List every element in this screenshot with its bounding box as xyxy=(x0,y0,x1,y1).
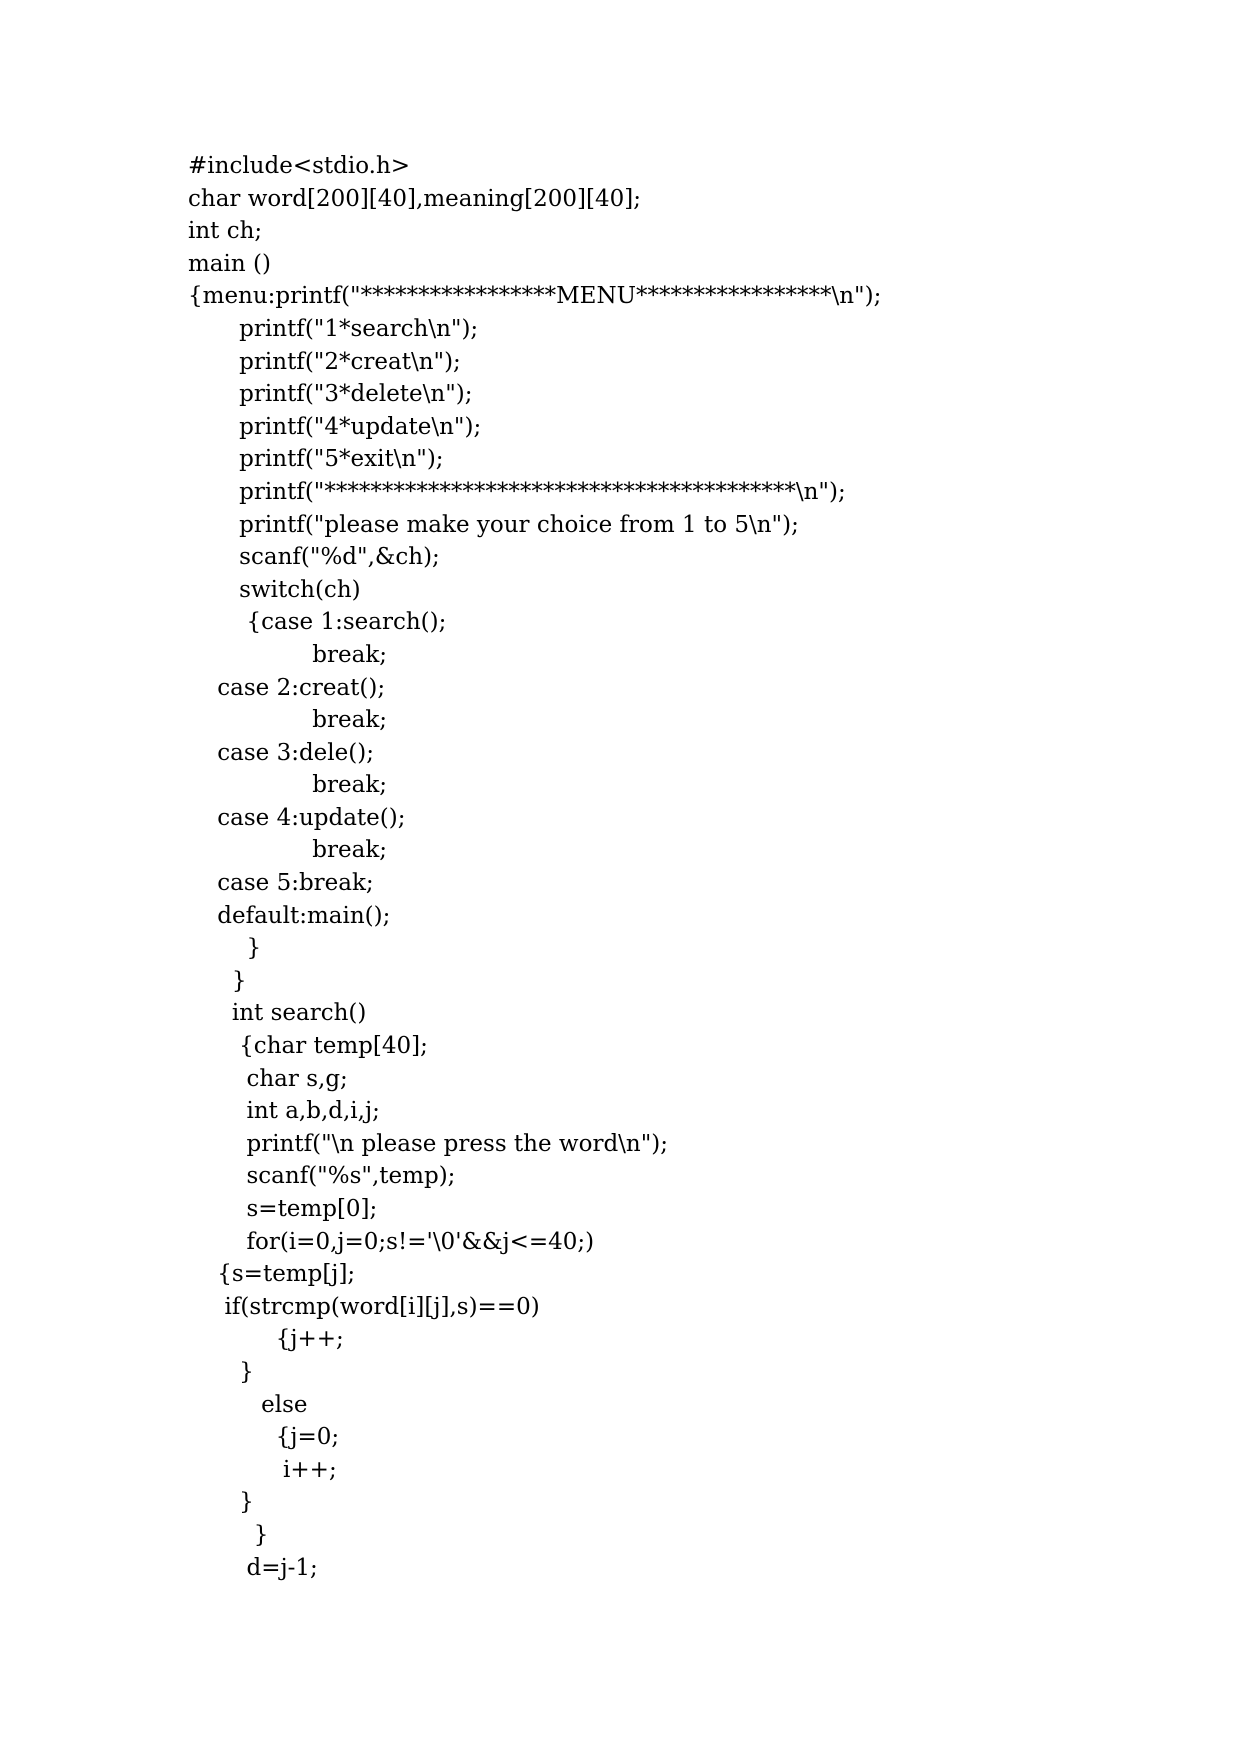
code-line: break; xyxy=(188,772,388,799)
code-line: int ch; xyxy=(188,218,263,245)
code-line: printf("4*update\n"); xyxy=(188,413,482,440)
code-line: printf("2*creat\n"); xyxy=(188,348,461,375)
code-line: } xyxy=(188,1521,269,1548)
code-line: {case 1:search(); xyxy=(188,609,447,636)
code-line: switch(ch) xyxy=(188,576,361,603)
code-line: printf("\n please press the word\n"); xyxy=(188,1130,669,1157)
code-line: else xyxy=(188,1391,308,1418)
code-line: } xyxy=(188,1489,254,1516)
code-line: main () xyxy=(188,250,271,277)
code-line: case 4:update(); xyxy=(188,804,406,831)
code-line: int search() xyxy=(188,1000,367,1027)
code-line: printf("5*exit\n"); xyxy=(188,446,444,473)
code-line: d=j-1; xyxy=(188,1554,318,1581)
code-line: break; xyxy=(188,837,388,864)
code-listing xyxy=(188,150,881,1584)
code-line: } xyxy=(188,1358,254,1385)
code-line: {s=temp[j]; xyxy=(188,1261,356,1288)
code-line: case 5:break; xyxy=(188,870,374,897)
code-line: scanf("%s",temp); xyxy=(188,1163,456,1190)
code-line: case 2:creat(); xyxy=(188,674,386,701)
code-line: default:main(); xyxy=(188,902,391,929)
code-line: int a,b,d,i,j; xyxy=(188,1098,380,1125)
code-line: } xyxy=(188,935,262,962)
code-line: for(i=0,j=0;s!='\0'&&j<=40;) xyxy=(188,1228,595,1255)
code-line: break; xyxy=(188,707,388,734)
code-line: i++; xyxy=(188,1456,337,1483)
code-line: char s,g; xyxy=(188,1065,348,1092)
code-line: } xyxy=(188,967,247,994)
code-line: if(strcmp(word[i][j],s)==0) xyxy=(188,1293,540,1320)
code-line: {menu:printf("*****************MENU*****************\n"); xyxy=(188,283,882,310)
code-line: #include<stdio.h> xyxy=(188,153,411,179)
code-line: printf("*****************************************\n"); xyxy=(188,478,846,505)
code-line: printf("1*search\n"); xyxy=(188,315,479,342)
code-line: char word[200][40],meaning[200][40]; xyxy=(188,185,641,212)
code-line: {char temp[40]; xyxy=(188,1033,428,1060)
code-line: case 3:dele(); xyxy=(188,739,374,766)
code-line: {j++; xyxy=(188,1326,344,1353)
code-line: printf("3*delete\n"); xyxy=(188,381,473,408)
code-line: {j=0; xyxy=(188,1424,340,1451)
code-line: scanf("%d",&ch); xyxy=(188,544,440,571)
code-line: s=temp[0]; xyxy=(188,1196,378,1222)
code-line: break; xyxy=(188,641,388,668)
code-line: printf("please make your choice from 1 to 5\n"); xyxy=(188,511,799,538)
